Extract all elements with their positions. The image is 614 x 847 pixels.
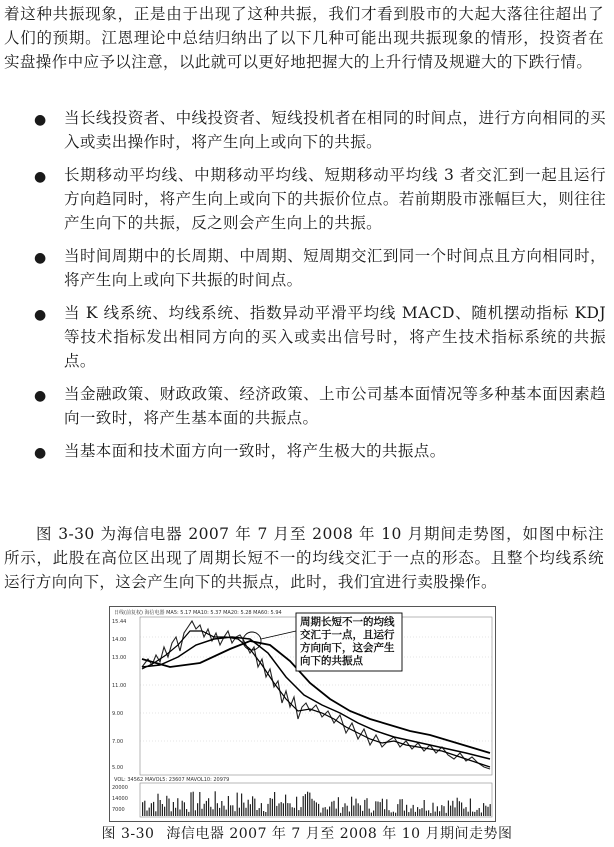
volume-bar bbox=[413, 805, 414, 816]
volume-bar bbox=[252, 796, 253, 816]
bullet-item bbox=[28, 244, 606, 292]
volume-bar bbox=[344, 803, 345, 816]
volume-bar bbox=[300, 807, 301, 816]
volume-bar bbox=[430, 813, 431, 816]
volume-bar bbox=[481, 813, 482, 817]
annotation-pointer bbox=[261, 631, 296, 639]
volume-bar bbox=[465, 807, 466, 816]
bullet-item bbox=[28, 106, 606, 154]
volume-bar bbox=[472, 812, 473, 816]
caption-number: 图 3-30 bbox=[101, 826, 155, 842]
bullet-text: 当基本面和技术面方向一致时，将产生极大的共振点。 bbox=[64, 442, 446, 460]
volume-bar bbox=[333, 801, 334, 816]
volume-bar bbox=[173, 802, 174, 816]
bullet-list bbox=[28, 106, 606, 472]
volume-bar bbox=[382, 799, 383, 816]
volume-bar bbox=[479, 808, 480, 816]
volume-bar bbox=[364, 800, 365, 816]
volume-bar bbox=[184, 802, 185, 816]
volume-bar bbox=[171, 811, 172, 816]
volume-bar bbox=[149, 808, 150, 816]
volume-bar bbox=[261, 803, 262, 816]
volume-bar bbox=[331, 802, 332, 816]
volume-bar bbox=[338, 797, 339, 816]
volume-bars bbox=[142, 791, 491, 816]
volume-bar bbox=[371, 813, 372, 816]
chart-header-text: 日线(前复权) 海信电器 MA5: 5.17 MA10: 5.37 MA20: 5.28 MA60: 5.94 bbox=[114, 610, 282, 616]
volume-bar bbox=[487, 807, 488, 816]
volume-bar bbox=[349, 812, 350, 817]
volume-bar bbox=[443, 806, 444, 816]
volume-bar bbox=[232, 805, 233, 816]
volume-bar bbox=[358, 803, 359, 816]
volume-bar bbox=[274, 792, 275, 816]
volume-bar bbox=[426, 811, 427, 816]
volume-bar bbox=[391, 812, 392, 816]
volume-bar bbox=[459, 801, 460, 816]
volume-bar bbox=[318, 804, 319, 816]
volume-bar bbox=[404, 811, 405, 816]
volume-bar bbox=[144, 801, 145, 816]
volume-bar bbox=[199, 792, 200, 816]
volume-bar bbox=[201, 809, 202, 816]
volume-bar bbox=[329, 807, 330, 817]
bullet-item bbox=[28, 301, 606, 373]
volume-bar bbox=[470, 799, 471, 817]
annotation-line: 方向向下，这会产生 bbox=[300, 642, 395, 654]
volume-bar bbox=[281, 802, 282, 816]
volume-bar bbox=[410, 808, 411, 816]
volume-bar bbox=[311, 799, 312, 816]
volume-bar bbox=[309, 793, 310, 816]
volume-bar bbox=[406, 805, 407, 816]
volume-bar bbox=[243, 803, 244, 816]
volume-bar bbox=[160, 800, 161, 816]
y-tick: 7.00 bbox=[112, 739, 124, 745]
volume-header-text: VOL: 34562 MAVOL5: 23607 MAVOL10: 20979 bbox=[114, 777, 230, 783]
volume-bar bbox=[265, 812, 266, 816]
volume-bar bbox=[336, 809, 337, 816]
volume-bar bbox=[393, 812, 394, 816]
stock-chart-svg bbox=[110, 607, 495, 821]
volume-bar bbox=[298, 810, 299, 816]
volume-bar bbox=[223, 806, 224, 816]
volume-bar bbox=[230, 805, 231, 816]
volume-bar bbox=[463, 809, 464, 816]
volume-bar bbox=[320, 813, 321, 816]
volume-bar bbox=[164, 807, 165, 816]
volume-bar bbox=[153, 802, 154, 816]
volume-bar bbox=[206, 801, 207, 816]
volume-bar bbox=[142, 802, 143, 816]
volume-bar bbox=[305, 794, 306, 816]
volume-bar bbox=[457, 798, 458, 816]
volume-bar bbox=[448, 801, 449, 817]
volume-bar bbox=[388, 810, 389, 816]
volume-bar bbox=[272, 799, 273, 816]
volume-bar bbox=[237, 793, 238, 816]
volume-bar bbox=[474, 812, 475, 816]
volume-bar bbox=[377, 802, 378, 817]
volume-bar bbox=[175, 808, 176, 816]
volume-bar bbox=[353, 806, 354, 817]
volume-bar bbox=[375, 801, 376, 816]
bullet-dot-icon: ● bbox=[34, 112, 47, 128]
annotation-line: 周期长短不一的均线 bbox=[300, 616, 395, 628]
volume-bar bbox=[428, 810, 429, 816]
volume-bar bbox=[435, 812, 436, 816]
volume-bar bbox=[316, 802, 317, 816]
volume-bar bbox=[283, 803, 284, 816]
stock-chart-figure bbox=[109, 606, 496, 822]
volume-bar bbox=[340, 813, 341, 816]
volume-bar bbox=[419, 809, 420, 816]
volume-bar bbox=[182, 801, 183, 816]
volume-bar bbox=[307, 792, 308, 816]
volume-bar bbox=[351, 797, 352, 816]
volume-bar bbox=[270, 798, 271, 816]
y-tick: 15.44 bbox=[112, 619, 127, 625]
volume-bar bbox=[228, 796, 229, 816]
bullet-text: 当长线投资者、中线投资者、短线投机者在相同的时间点，进行方向相同的买入或卖出操作时，将产生向上或向下的共振。 bbox=[64, 109, 606, 151]
volume-bar bbox=[347, 806, 348, 816]
y-tick: 11.00 bbox=[112, 683, 127, 689]
volume-bar bbox=[267, 804, 268, 816]
volume-bar bbox=[402, 799, 403, 816]
volume-bar bbox=[177, 798, 178, 816]
volume-bar bbox=[314, 801, 315, 816]
volume-bar bbox=[219, 808, 220, 816]
volume-bar bbox=[157, 794, 158, 816]
volume-bar bbox=[437, 806, 438, 816]
bullet-text: 当时间周期中的长周期、中周期、短周期交汇到同一个时间点且方向相同时，将产生向上或向下共振的时间点。 bbox=[64, 247, 606, 289]
bullet-item bbox=[28, 439, 606, 463]
volume-bar bbox=[276, 806, 277, 816]
volume-bar bbox=[190, 792, 191, 816]
figure-caption bbox=[0, 823, 614, 843]
volume-bar bbox=[468, 812, 469, 816]
y-tick: 9.00 bbox=[112, 711, 124, 717]
volume-bar bbox=[327, 809, 328, 816]
volume-bar bbox=[278, 803, 279, 816]
volume-bar bbox=[441, 805, 442, 816]
paragraph-1: 着这种共振现象，正是由于出现了这种共振，我们才看到股市的大起大落往往超出了人们的预期。江恩理论中总结归纳出了以下几种可能出现共振现象的情形，投资者在实盘操作中应予以注意，以此就可以更好地把握大的上升行情及规避大的下跌行情。 bbox=[4, 5, 604, 71]
volume-bar bbox=[380, 802, 381, 816]
volume-bar bbox=[197, 803, 198, 816]
volume-bar bbox=[452, 801, 453, 816]
volume-bar bbox=[287, 803, 288, 816]
volume-bar bbox=[245, 808, 246, 816]
bullet-text: 当金融政策、财政政策、经济政策、上市公司基本面情况等多种基本面因素趋向一致时，将产生基本面的共振点。 bbox=[64, 385, 606, 427]
bullet-dot-icon: ● bbox=[34, 169, 47, 185]
volume-bar bbox=[188, 812, 189, 816]
volume-bar bbox=[248, 800, 249, 816]
volume-bar bbox=[461, 803, 462, 817]
caption-title: 海信电器 2007 年 7 月至 2008 年 10 月期间走势图 bbox=[166, 826, 513, 842]
y-tick: 5.00 bbox=[112, 765, 124, 771]
volume-bar bbox=[217, 803, 218, 816]
volume-bar bbox=[254, 799, 255, 816]
volume-bar bbox=[221, 801, 222, 816]
volume-bar bbox=[210, 807, 211, 816]
volume-bar bbox=[241, 794, 242, 817]
volume-bar bbox=[386, 799, 387, 816]
volume-tick: 7000 bbox=[112, 807, 125, 813]
volume-bar bbox=[369, 809, 370, 816]
volume-bar bbox=[239, 808, 240, 816]
volume-bar bbox=[294, 808, 295, 816]
volume-tick: 20000 bbox=[112, 785, 128, 791]
volume-bar bbox=[204, 804, 205, 816]
volume-bar bbox=[476, 810, 477, 816]
volume-bar bbox=[432, 803, 433, 816]
volume-bar bbox=[296, 797, 297, 816]
volume-bar bbox=[424, 800, 425, 816]
paragraph-2: 图 3-30 为海信电器 2007 年 7 月至 2008 年 10 月期间走势图，如图中标注所示，此股在高位区出现了周期长短不一的均线交汇于一点的形态。且整个均线系统运行方向向下，这会产生向下的共振点，此时，我们宜进行卖股操作。 bbox=[4, 525, 604, 591]
volume-bar bbox=[490, 804, 491, 816]
volume-bar bbox=[303, 796, 304, 816]
volume-bar bbox=[417, 807, 418, 816]
volume-bar bbox=[193, 792, 194, 816]
volume-bar bbox=[408, 812, 409, 816]
volume-bar bbox=[366, 798, 367, 816]
volume-bar bbox=[483, 803, 484, 816]
y-tick: 14.00 bbox=[112, 637, 127, 643]
volume-tick: 14000 bbox=[112, 796, 128, 802]
volume-bar bbox=[195, 810, 196, 816]
annotation-line: 交汇于一点，且运行 bbox=[300, 629, 395, 641]
bullet-dot-icon: ● bbox=[34, 445, 47, 461]
volume-bar bbox=[250, 804, 251, 816]
volume-bar bbox=[373, 811, 374, 817]
volume-bar bbox=[446, 813, 447, 816]
bullet-item bbox=[28, 382, 606, 430]
volume-bar bbox=[399, 799, 400, 816]
volume-bar bbox=[397, 804, 398, 816]
volume-bar bbox=[395, 813, 396, 816]
volume-bar bbox=[186, 809, 187, 816]
volume-bar bbox=[384, 809, 385, 816]
volume-bar bbox=[450, 806, 451, 816]
volume-bar bbox=[234, 811, 235, 816]
volume-bar bbox=[439, 811, 440, 816]
volume-bar bbox=[256, 810, 257, 816]
bullet-item bbox=[28, 163, 606, 235]
volume-bar bbox=[285, 795, 286, 816]
y-tick: 13.00 bbox=[112, 655, 127, 661]
volume-bar bbox=[215, 791, 216, 816]
volume-bar bbox=[208, 798, 209, 816]
volume-bar bbox=[485, 806, 486, 816]
volume-bar bbox=[151, 803, 152, 816]
annotation-line: 向下的共振点 bbox=[300, 655, 363, 667]
volume-bar bbox=[360, 805, 361, 816]
volume-bar bbox=[342, 807, 343, 816]
bullet-text: 当 K 线系统、均线系统、指数异动平滑平均线 MACD、随机摆动指标 KDJ 等技术指标发出相同方向的买入或卖出信号时，将产生技术指标系统的共振点。 bbox=[64, 304, 606, 370]
volume-bar bbox=[155, 811, 156, 816]
volume-bar bbox=[322, 808, 323, 816]
volume-bar bbox=[226, 810, 227, 816]
volume-bar bbox=[162, 804, 163, 816]
volume-bar bbox=[259, 808, 260, 816]
volume-bar bbox=[212, 809, 213, 816]
bullet-dot-icon: ● bbox=[34, 307, 47, 323]
volume-bar bbox=[263, 811, 264, 816]
volume-bar bbox=[355, 799, 356, 816]
volume-bar bbox=[289, 803, 290, 816]
volume-bar bbox=[292, 807, 293, 816]
bullet-text: 长期移动平均线、中期移动平均线、短期移动平均线 3 者交汇到一起且运行方向趋同时，将产生向上或向下的共振价位点。若前期股市涨幅巨大，则往往产生向下的共振，反之则会产生向上的共振。 bbox=[64, 166, 606, 232]
volume-bar bbox=[454, 807, 455, 816]
volume-bar bbox=[325, 807, 326, 816]
volume-bar bbox=[362, 811, 363, 816]
volume-bar bbox=[168, 799, 169, 817]
volume-bar bbox=[146, 811, 147, 817]
bullet-dot-icon: ● bbox=[34, 388, 47, 404]
volume-bar bbox=[421, 808, 422, 816]
bullet-dot-icon: ● bbox=[34, 250, 47, 266]
volume-bar bbox=[166, 796, 167, 816]
volume-bar bbox=[415, 812, 416, 816]
volume-bar bbox=[179, 810, 180, 817]
